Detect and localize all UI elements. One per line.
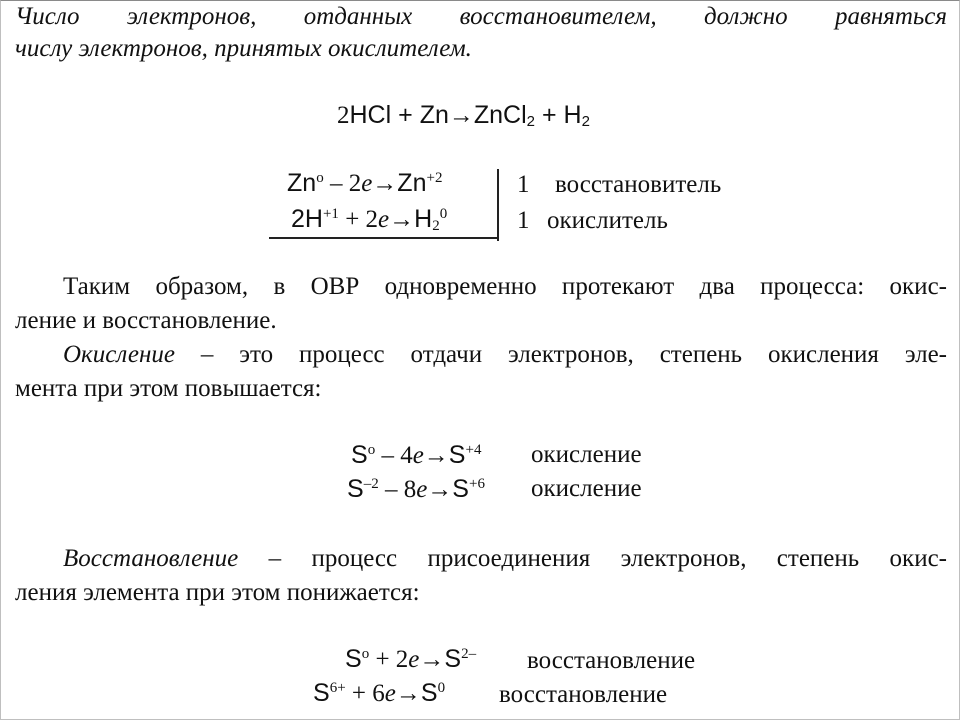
oxidation-state: o — [367, 442, 376, 458]
h-formula: H — [563, 101, 582, 129]
electron-change: – 4 — [375, 442, 413, 469]
reduction-definition-line-2: ления элемента при этом понижается: — [15, 579, 420, 606]
zncl-formula: ZnCl — [473, 101, 527, 129]
electron-symbol: e — [361, 170, 373, 197]
balance-role-2: окислитель — [547, 207, 668, 234]
oxidation-state: +6 — [468, 476, 485, 492]
oxidation-state: 6+ — [329, 680, 346, 696]
sulfur-symbol: S — [420, 679, 438, 707]
zn-symbol: Zn — [287, 169, 317, 197]
oxidation-state: 0 — [437, 680, 446, 696]
zncl-subscript: 2 — [526, 113, 536, 130]
balance-count-2: 1 — [517, 207, 530, 234]
oxidation-state: o — [361, 646, 370, 662]
reaction-arrow: → — [423, 442, 449, 469]
summary-line-2: ление и восстановление. — [15, 307, 277, 334]
h-symbol: H — [414, 205, 433, 233]
reduction-label-2: восстановление — [499, 681, 668, 708]
sulfur-symbol: S — [345, 645, 362, 673]
balance-role-1: восстановитель — [555, 171, 722, 198]
electron-symbol: e — [384, 680, 396, 707]
electron-symbol: e — [378, 206, 390, 233]
plus-sign: + — [398, 101, 413, 129]
electron-symbol: e — [408, 646, 420, 673]
oxidation-label-1: окисление — [531, 441, 642, 468]
oxidation-label-2: окисление — [531, 475, 642, 502]
electron-symbol: e — [412, 442, 424, 469]
balance-vertical-line — [497, 169, 499, 241]
oxidation-definition-line-1 — [63, 341, 947, 369]
reduction-definition-text: – процесс присоединения электронов, степень окис- — [238, 545, 947, 572]
h-subscript: 2 — [581, 113, 590, 130]
reduction-example-1 — [345, 645, 476, 674]
oxidation-state: o — [316, 170, 324, 186]
electron-symbol: e — [416, 476, 428, 503]
h-subscript: 2 — [432, 218, 440, 234]
electron-change: + 6 — [345, 680, 385, 707]
sulfur-symbol: S — [444, 645, 462, 673]
main-equation — [337, 101, 590, 130]
oxidation-state: +1 — [322, 206, 339, 222]
reaction-arrow: → — [427, 476, 453, 503]
sulfur-symbol: S — [313, 679, 330, 707]
reaction-arrow: → — [448, 101, 474, 129]
intro-line-2: числу электронов, принятых окислителем. — [15, 35, 472, 62]
plus-sign: + — [541, 101, 557, 129]
oxidation-definition-line-2: мента при этом повышается: — [15, 375, 322, 402]
zn-formula: Zn — [419, 101, 449, 129]
sulfur-symbol: S — [448, 441, 466, 469]
oxidation-definition-text: – это процесс отдачи электронов, степень окисления эле- — [174, 341, 947, 368]
balance-row-2 — [291, 205, 447, 235]
h-symbol: 2H — [291, 205, 323, 233]
reduction-definition-line-1 — [63, 545, 947, 573]
sulfur-symbol: S — [347, 475, 364, 503]
electron-change: + 2 — [338, 206, 379, 233]
oxidation-state: +2 — [426, 170, 443, 186]
oxidation-state: 2– — [461, 646, 477, 662]
reduction-term: Восстановление — [63, 545, 239, 572]
oxidation-state: +4 — [465, 442, 482, 458]
reaction-arrow: → — [389, 206, 415, 233]
reaction-arrow: → — [372, 170, 398, 197]
intro-line-1: Число электронов, отданных восстановителем, должно равняться — [15, 3, 947, 30]
electron-change: – 2 — [323, 170, 362, 197]
zn-symbol: Zn — [397, 169, 427, 197]
coefficient: 2 — [337, 102, 350, 129]
balance-horizontal-line — [269, 237, 499, 239]
electron-change: – 8 — [378, 476, 417, 503]
oxidation-term: Окисление — [63, 341, 175, 368]
oxidation-example-2 — [347, 475, 485, 504]
oxidation-state: –2 — [363, 476, 379, 492]
reaction-arrow: → — [419, 646, 445, 673]
electron-change: + 2 — [369, 646, 409, 673]
summary-line-1: Таким образом, в ОВР одновременно протекают два процесса: окис- — [63, 273, 947, 300]
sulfur-symbol: S — [351, 441, 368, 469]
hcl-formula: HCl — [349, 101, 392, 129]
reaction-arrow: → — [395, 680, 421, 707]
balance-row-1 — [287, 169, 442, 198]
oxidation-state: 0 — [439, 206, 448, 222]
oxidation-example-1 — [351, 441, 481, 470]
sulfur-symbol: S — [452, 475, 469, 503]
reduction-label-1: восстановление — [527, 647, 696, 674]
reduction-example-2 — [313, 679, 445, 708]
balance-count-1: 1 — [517, 171, 530, 198]
